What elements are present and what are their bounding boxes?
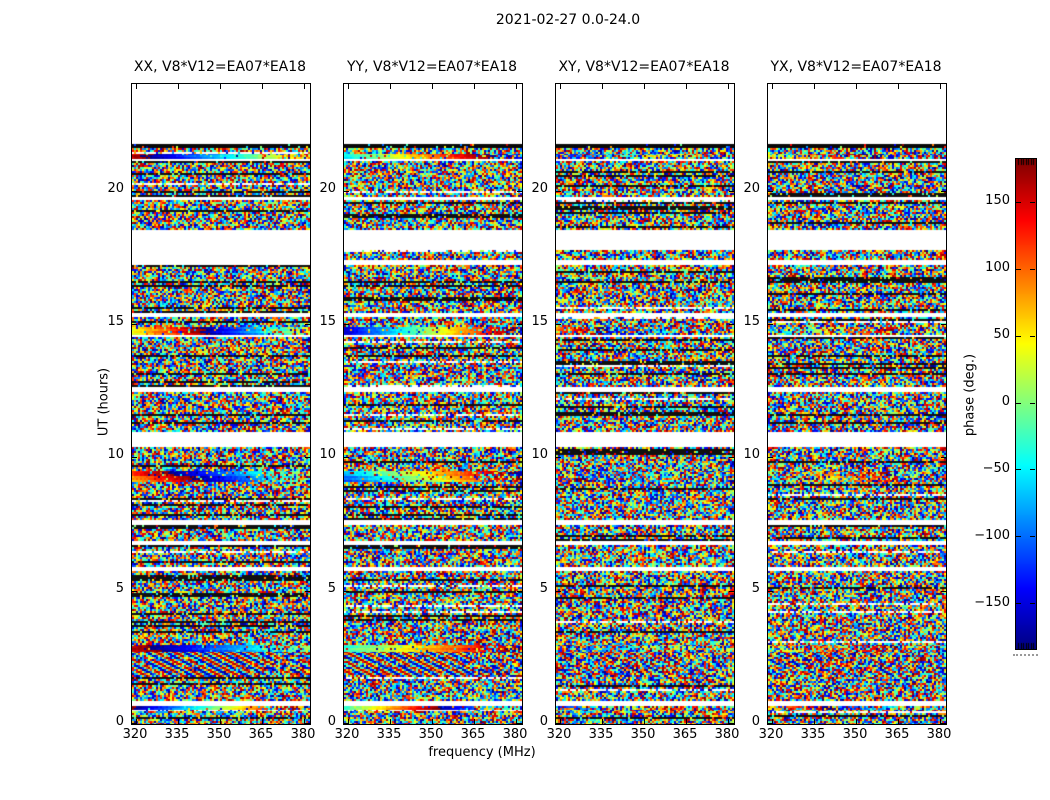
panel-heatmap-canvas: [768, 84, 946, 724]
x-tick-mark: [432, 719, 433, 724]
colorbar: [1015, 158, 1037, 650]
figure-title: 2021-02-27 0.0-24.0: [495, 12, 641, 28]
x-tick-label: 335: [800, 727, 826, 742]
colorbar-tick-label: 50: [993, 327, 1010, 343]
x-tick-mark: [602, 719, 603, 724]
y-tick-mark: [768, 191, 773, 192]
colorbar-tick-mark: [1030, 469, 1035, 470]
colorbar-tick-mark: [1030, 403, 1035, 404]
y-tick-mark: [768, 591, 773, 592]
x-tick-mark: [602, 84, 603, 89]
colorbar-label: phase (deg.): [962, 353, 978, 437]
y-tick-label: 0: [751, 714, 760, 729]
colorbar-tick-mark: [1016, 202, 1021, 203]
x-tick-mark: [136, 84, 137, 89]
y-tick-mark: [132, 723, 137, 724]
colorbar-tick-mark: [1030, 202, 1035, 203]
panel-title: YY, V8*V12=EA07*EA18: [346, 59, 518, 75]
y-tick-label: 10: [531, 447, 548, 462]
y-tick-label: 0: [539, 714, 548, 729]
colorbar-tick-mark: [1030, 336, 1035, 337]
y-tick-label: 0: [327, 714, 336, 729]
heatmap-panel-xy: [555, 83, 735, 725]
colorbar-tick-mark: [1016, 603, 1021, 604]
colorbar-tick-mark: [1030, 269, 1035, 270]
colorbar-tick-label: 150: [985, 193, 1010, 209]
x-tick-mark: [178, 84, 179, 89]
y-tick-label: 15: [531, 314, 548, 329]
x-tick-mark: [516, 84, 517, 89]
x-tick-mark: [814, 84, 815, 89]
y-tick-mark: [344, 457, 349, 458]
x-tick-mark: [262, 719, 263, 724]
x-tick-label: 320: [758, 727, 784, 742]
panel-title: YX, V8*V12=EA07*EA18: [770, 59, 942, 75]
y-tick-label: 10: [107, 447, 124, 462]
y-tick-label: 20: [319, 181, 336, 196]
y-tick-mark: [344, 191, 349, 192]
panel-heatmap-canvas: [556, 84, 734, 724]
y-tick-mark: [768, 723, 773, 724]
x-tick-mark: [348, 84, 349, 89]
x-tick-mark: [474, 84, 475, 89]
x-tick-label: 350: [418, 727, 444, 742]
x-tick-label: 365: [248, 727, 274, 742]
y-tick-mark: [132, 457, 137, 458]
y-tick-mark: [941, 324, 946, 325]
x-tick-label: 365: [884, 727, 910, 742]
x-tick-label: 380: [502, 727, 528, 742]
x-tick-mark: [220, 84, 221, 89]
y-tick-label: 0: [115, 714, 124, 729]
y-tick-label: 20: [743, 181, 760, 196]
colorbar-tick-mark: [1030, 536, 1035, 537]
y-tick-label: 5: [539, 581, 548, 596]
y-tick-label: 15: [743, 314, 760, 329]
y-tick-mark: [768, 457, 773, 458]
x-tick-mark: [940, 84, 941, 89]
y-tick-mark: [344, 591, 349, 592]
x-tick-mark: [772, 84, 773, 89]
panel-heatmap-canvas: [132, 84, 310, 724]
y-tick-label: 20: [107, 181, 124, 196]
x-tick-mark: [898, 84, 899, 89]
x-tick-label: 350: [630, 727, 656, 742]
x-tick-mark: [814, 719, 815, 724]
x-tick-mark: [560, 84, 561, 89]
y-tick-label: 10: [319, 447, 336, 462]
y-axis-label: UT (hours): [96, 367, 112, 437]
x-tick-label: 335: [376, 727, 402, 742]
x-tick-mark: [686, 84, 687, 89]
x-tick-label: 320: [122, 727, 148, 742]
x-tick-label: 335: [164, 727, 190, 742]
y-tick-mark: [941, 591, 946, 592]
y-tick-mark: [556, 457, 561, 458]
y-tick-mark: [556, 324, 561, 325]
x-tick-mark: [304, 84, 305, 89]
x-tick-mark: [432, 84, 433, 89]
x-tick-label: 365: [672, 727, 698, 742]
y-tick-label: 5: [327, 581, 336, 596]
colorbar-tick-mark: [1016, 269, 1021, 270]
y-tick-mark: [132, 191, 137, 192]
heatmap-panel-yx: [767, 83, 947, 725]
y-tick-mark: [941, 457, 946, 458]
colorbar-tick-mark: [1016, 536, 1021, 537]
colorbar-underflow-dots: [1013, 654, 1038, 656]
x-tick-mark: [856, 719, 857, 724]
y-tick-mark: [941, 191, 946, 192]
x-tick-mark: [644, 719, 645, 724]
y-tick-mark: [344, 723, 349, 724]
y-tick-label: 15: [107, 314, 124, 329]
y-tick-mark: [768, 324, 773, 325]
y-tick-label: 20: [531, 181, 548, 196]
colorbar-tick-label: −100: [974, 527, 1010, 543]
x-axis-label: frequency (MHz): [428, 745, 536, 760]
y-tick-mark: [941, 723, 946, 724]
colorbar-tick-label: −50: [982, 460, 1010, 476]
heatmap-panel-xx: [131, 83, 311, 725]
x-tick-mark: [474, 719, 475, 724]
x-tick-mark: [898, 719, 899, 724]
heatmap-panel-yy: [343, 83, 523, 725]
x-tick-label: 380: [290, 727, 316, 742]
y-tick-mark: [344, 324, 349, 325]
colorbar-tick-label: 100: [985, 260, 1010, 276]
x-tick-label: 350: [206, 727, 232, 742]
x-tick-mark: [856, 84, 857, 89]
colorbar-tick-mark: [1016, 336, 1021, 337]
x-tick-mark: [390, 719, 391, 724]
x-tick-label: 380: [714, 727, 740, 742]
x-tick-label: 350: [842, 727, 868, 742]
panel-title: XX, V8*V12=EA07*EA18: [133, 59, 307, 75]
panel-heatmap-canvas: [344, 84, 522, 724]
x-tick-mark: [728, 84, 729, 89]
y-tick-mark: [556, 191, 561, 192]
y-tick-label: 5: [751, 581, 760, 596]
y-tick-label: 10: [743, 447, 760, 462]
colorbar-gradient-canvas: [1016, 159, 1036, 649]
y-tick-label: 5: [115, 581, 124, 596]
y-tick-label: 15: [319, 314, 336, 329]
colorbar-tick-label: 0: [1001, 394, 1010, 409]
x-tick-mark: [178, 719, 179, 724]
panel-title: XY, V8*V12=EA07*EA18: [558, 59, 730, 75]
x-tick-mark: [220, 719, 221, 724]
colorbar-tick-mark: [1016, 403, 1021, 404]
y-tick-mark: [132, 591, 137, 592]
x-tick-mark: [686, 719, 687, 724]
x-tick-mark: [644, 84, 645, 89]
colorbar-tick-label: −150: [974, 594, 1010, 610]
y-tick-mark: [132, 324, 137, 325]
x-tick-label: 380: [926, 727, 952, 742]
x-tick-label: 365: [460, 727, 486, 742]
y-tick-mark: [556, 591, 561, 592]
x-tick-label: 320: [546, 727, 572, 742]
colorbar-tick-mark: [1030, 603, 1035, 604]
y-tick-mark: [556, 723, 561, 724]
x-tick-label: 335: [588, 727, 614, 742]
x-tick-label: 320: [334, 727, 360, 742]
colorbar-tick-mark: [1016, 469, 1021, 470]
x-tick-mark: [390, 84, 391, 89]
x-tick-mark: [262, 84, 263, 89]
